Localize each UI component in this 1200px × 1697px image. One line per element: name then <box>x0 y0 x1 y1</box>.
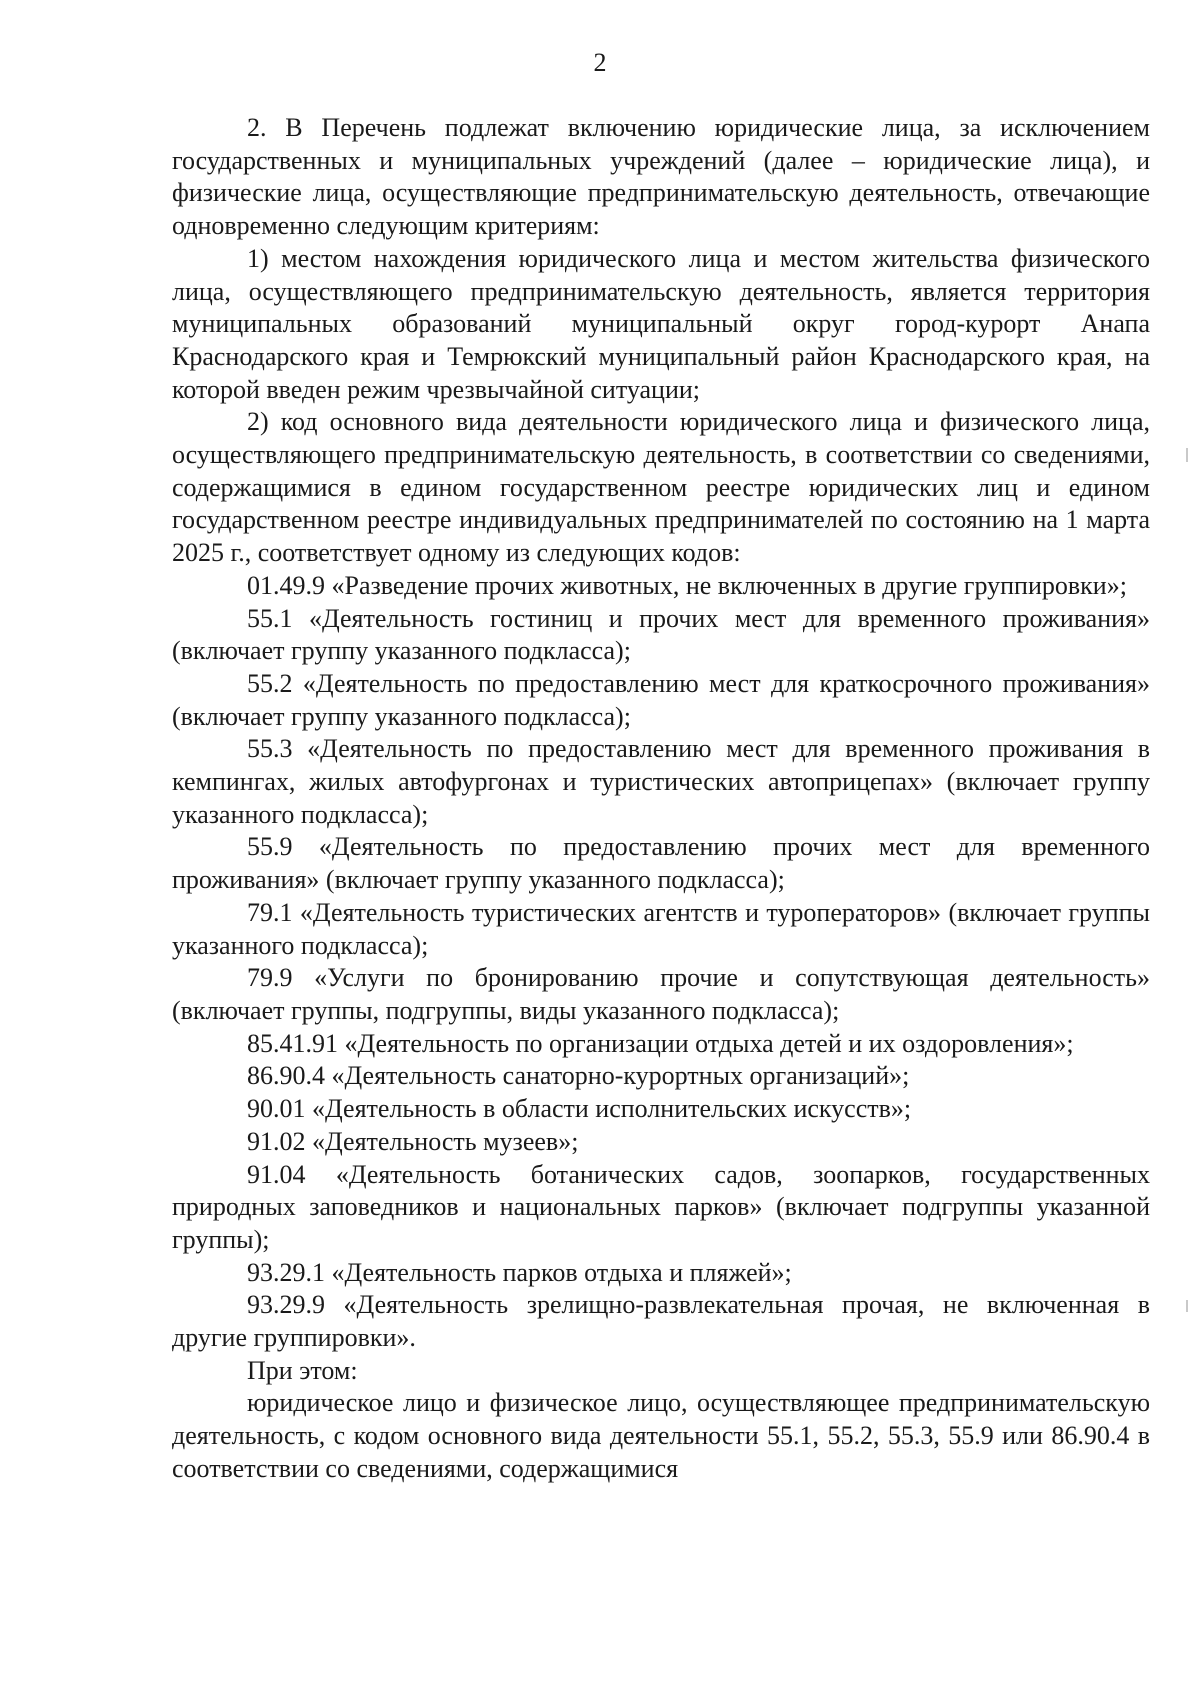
paragraph-code-79-9: 79.9 «Услуги по бронированию прочие и сопутствующая деятельность» (включает группы, подгруппы, виды указанного подкласса); <box>172 963 1150 1025</box>
paragraph-code-79-1: 79.1 «Деятельность туристических агентств и туроператоров» (включает группы указанного подкласса); <box>172 897 1150 960</box>
page-number: 2 <box>593 48 607 77</box>
paragraph-code-86-90-4: 86.90.4 «Деятельность санаторно-курортных организаций»; <box>247 1061 910 1091</box>
document-body <box>172 112 1150 1486</box>
paragraph-condition-continued: юридическое лицо и физическое лицо, осуществляющее предпринимательскую деятельность, с кодом основного вида деятельности 55.1, 55.2, 55.3, 55.9 или 86.90.4 в соответствии со сведениями, содержащимися <box>172 1388 1150 1483</box>
scan-margin-mark <box>1186 1300 1188 1312</box>
paragraph-code-55-3: 55.3 «Деятельность по предоставлению мест для временного проживания в кемпингах, жилых автофургонах и туристических автоприцепах» (включает группу указанного подкласса); <box>172 734 1150 829</box>
paragraph-code-93-29-9: 93.29.9 «Деятельность зрелищно-развлекательная прочая, не включенная в другие группировки». <box>172 1290 1150 1353</box>
paragraph-code-90-01: 90.01 «Деятельность в области исполнительских искусств»; <box>247 1094 912 1124</box>
paragraph-code-93-29-1: 93.29.1 «Деятельность парков отдыха и пляжей»; <box>247 1257 792 1287</box>
paragraph-code-85-41-91: 85.41.91 «Деятельность по организации отдыха детей и их оздоровления»; <box>247 1028 1074 1058</box>
paragraph-pri-etom: При этом: <box>247 1355 358 1385</box>
paragraph-item-2-intro: 2. В Перечень подлежат включению юридические лица, за исключением государственных и муниципальных учреждений (далее – юридические лица), и физические лица, осуществляющие предпринимательскую деятельность, отвечающие одновременно следующим критериям: <box>172 113 1150 241</box>
paragraph-code-91-04: 91.04 «Деятельность ботанических садов, зоопарков, государственных природных заповедников и национальных парков» (включает подгруппы указанной группы); <box>172 1159 1150 1254</box>
paragraph-criterion-1: 1) местом нахождения юридического лица и местом жительства физического лица, осуществляющего предпринимательскую деятельность, является территория муниципальных образований муниципальный округ город-курорт Анапа Краснодарского края и Темрюкский муниципальный район Краснодарского края, на которой введен режим чрезвычайной ситуации; <box>172 243 1150 404</box>
paragraph-code-91-02: 91.02 «Деятельность музеев»; <box>247 1126 579 1156</box>
paragraph-code-55-1: 55.1 «Деятельность гостиниц и прочих мест для временного проживания» (включает группу указанного подкласса); <box>172 603 1150 666</box>
paragraph-code-55-9: 55.9 «Деятельность по предоставлению прочих мест для временного проживания» (включает группу указанного подкласса); <box>172 832 1150 895</box>
scan-margin-mark <box>1186 448 1188 462</box>
paragraph-code-55-2: 55.2 «Деятельность по предоставлению мест для краткосрочного проживания» (включает группу указанного подкласса); <box>172 668 1150 731</box>
paragraph-code-01-49-9: 01.49.9 «Разведение прочих животных, не включенных в другие группировки»; <box>247 570 1127 600</box>
paragraph-criterion-2: 2) код основного вида деятельности юридического лица и физического лица, осуществляющего предпринимательскую деятельность, в соответствии со сведениями, содержащимися в едином государственном реестре юридических лиц и едином государственном реестре индивидуальных предпринимателей по состоянию на 1 марта 2025 г., соответствует одному из следующих кодов: <box>172 407 1150 568</box>
